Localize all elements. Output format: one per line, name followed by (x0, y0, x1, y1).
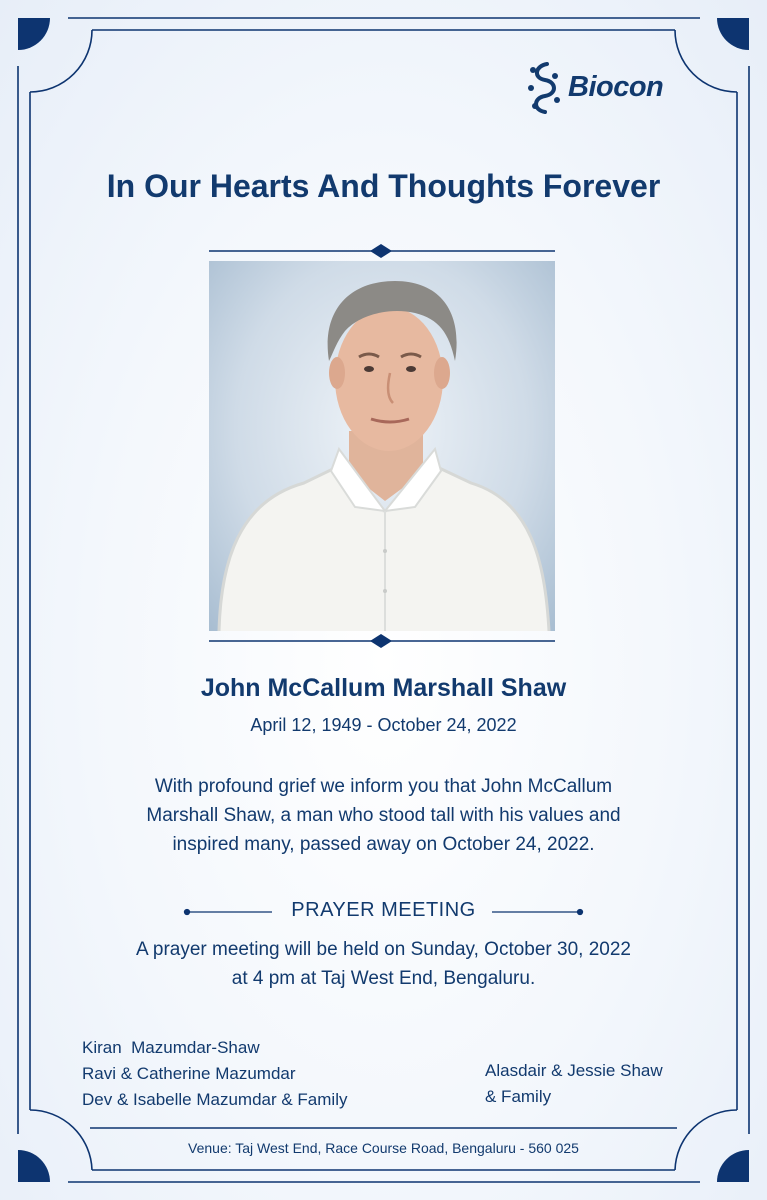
headline: In Our Hearts And Thoughts Forever (106, 168, 661, 204)
message-line: Marshall Shaw, a man who stood tall with his values and (146, 805, 621, 826)
portrait-photo (209, 261, 555, 631)
prayer-meeting-details (80, 935, 687, 993)
biocon-logo (525, 58, 685, 116)
biocon-logo-icon (525, 58, 565, 116)
life-dates: April 12, 1949 - October 24, 2022 (250, 715, 517, 735)
family-member: Dev & Isabelle Mazumdar & Family (82, 1090, 348, 1109)
family-member: Alasdair & Jessie Shaw (485, 1061, 663, 1080)
deceased-name: John McCallum Marshall Shaw (200, 674, 567, 702)
prayer-line: A prayer meeting will be held on Sunday, October 30, 2022 (135, 939, 631, 960)
condolence-message (100, 772, 667, 859)
prayer-meeting-title: PRAYER MEETING (291, 899, 476, 921)
venue-address: Venue: Taj West End, Race Course Road, Bengaluru - 560 025 (188, 1140, 579, 1156)
family-member: & Family (485, 1087, 552, 1106)
family-member: Ravi & Catherine Mazumdar (82, 1064, 296, 1083)
diamond-divider-bottom (209, 634, 555, 648)
portrait-illustration (209, 261, 555, 631)
brand-name: Biocon (568, 70, 664, 103)
diamond-divider-top (209, 244, 555, 258)
family-member: Kiran Mazumdar-Shaw (82, 1038, 260, 1057)
prayer-line: at 4 pm at Taj West End, Bengaluru. (231, 968, 536, 989)
family-list-left (82, 1035, 347, 1113)
message-line: inspired many, passed away on October 24, 2022. (172, 834, 595, 855)
family-list-right (485, 1058, 663, 1110)
message-line: With profound grief we inform you that John McCallum (154, 776, 613, 797)
